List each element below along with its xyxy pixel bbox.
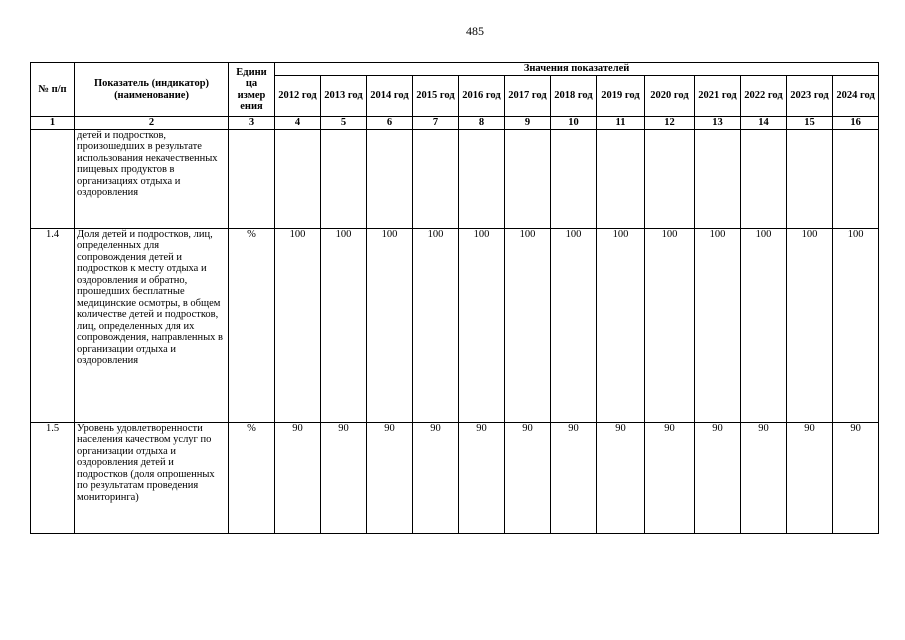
value-cell: 100: [413, 228, 459, 422]
value-cell: 100: [551, 228, 597, 422]
column-number: 13: [695, 117, 741, 130]
column-number: 5: [321, 117, 367, 130]
value-cell: [787, 129, 833, 228]
value-cell: 100: [645, 228, 695, 422]
header-indicator: Показатель (индикатор) (наименование): [75, 63, 229, 117]
value-cell: [413, 129, 459, 228]
table-row: [31, 129, 879, 228]
value-cell: 100: [459, 228, 505, 422]
value-cell: 90: [645, 422, 695, 533]
value-cell: [275, 129, 321, 228]
indicator-name: Доля детей и подростков, лиц, определенных для сопровождения детей и подростков к месту отдыха и оздоровления и обратно, прошедших бесплатные медицинские осмотры, в общем количестве детей и подростков, лиц, определенных для их сопровождения, направленных в организации отдыха и оздоровления: [75, 228, 229, 422]
value-cell: [551, 129, 597, 228]
value-cell: 90: [741, 422, 787, 533]
header-year: 2021 год: [695, 76, 741, 117]
column-number: 15: [787, 117, 833, 130]
indicators-table: [30, 62, 879, 534]
value-cell: [741, 129, 787, 228]
indicator-name: Уровень удовлетворенности населения качеством услуг по организации отдыха и оздоровления детей и подростков (доля опрошенных по результатам проведения мониторинга): [75, 422, 229, 533]
value-cell: [645, 129, 695, 228]
table-row: [31, 422, 879, 533]
value-cell: 90: [551, 422, 597, 533]
value-cell: 90: [695, 422, 741, 533]
table-row: [31, 228, 879, 422]
column-number: 8: [459, 117, 505, 130]
row-number: 1.5: [31, 422, 75, 533]
value-cell: 90: [459, 422, 505, 533]
header-year: 2012 год: [275, 76, 321, 117]
header-year: 2019 год: [597, 76, 645, 117]
column-number: 9: [505, 117, 551, 130]
value-cell: 90: [321, 422, 367, 533]
column-number: 4: [275, 117, 321, 130]
value-cell: 90: [597, 422, 645, 533]
header-year: 2022 год: [741, 76, 787, 117]
value-cell: [597, 129, 645, 228]
header-unit: Едини ца измер ения: [229, 63, 275, 117]
column-number: 1: [31, 117, 75, 130]
value-cell: 100: [741, 228, 787, 422]
value-cell: 100: [787, 228, 833, 422]
value-cell: [367, 129, 413, 228]
value-cell: [695, 129, 741, 228]
header-year: 2017 год: [505, 76, 551, 117]
value-cell: 100: [321, 228, 367, 422]
value-cell: 100: [597, 228, 645, 422]
value-cell: 90: [505, 422, 551, 533]
value-cell: 90: [833, 422, 879, 533]
column-number: 3: [229, 117, 275, 130]
unit-cell: [229, 129, 275, 228]
header-year: 2018 год: [551, 76, 597, 117]
header-year: 2013 год: [321, 76, 367, 117]
header-year: 2014 год: [367, 76, 413, 117]
value-cell: [321, 129, 367, 228]
unit-cell: %: [229, 422, 275, 533]
value-cell: 100: [275, 228, 321, 422]
unit-cell: %: [229, 228, 275, 422]
value-cell: [505, 129, 551, 228]
column-number: 10: [551, 117, 597, 130]
column-number: 14: [741, 117, 787, 130]
column-number: 12: [645, 117, 695, 130]
column-number: 16: [833, 117, 879, 130]
header-num: № п/п: [31, 63, 75, 117]
value-cell: 90: [787, 422, 833, 533]
column-number: 7: [413, 117, 459, 130]
header-year: 2023 год: [787, 76, 833, 117]
value-cell: [833, 129, 879, 228]
header-year: 2020 год: [645, 76, 695, 117]
column-number: 6: [367, 117, 413, 130]
page-number: 485: [466, 24, 484, 38]
value-cell: 100: [367, 228, 413, 422]
value-cell: 90: [367, 422, 413, 533]
value-cell: [459, 129, 505, 228]
header-year: 2024 год: [833, 76, 879, 117]
value-cell: 100: [695, 228, 741, 422]
header-year: 2016 год: [459, 76, 505, 117]
value-cell: 90: [413, 422, 459, 533]
column-number: 11: [597, 117, 645, 130]
value-cell: 100: [833, 228, 879, 422]
header-year: 2015 год: [413, 76, 459, 117]
column-number: 2: [75, 117, 229, 130]
header-values-group: Значения показателей: [275, 63, 879, 76]
row-number: 1.4: [31, 228, 75, 422]
row-number: [31, 129, 75, 228]
value-cell: 90: [275, 422, 321, 533]
indicator-name: детей и подростков, произошедших в результате использования некачественных пищевых продуктов в организациях отдыха и оздоровления: [75, 129, 229, 228]
value-cell: 100: [505, 228, 551, 422]
